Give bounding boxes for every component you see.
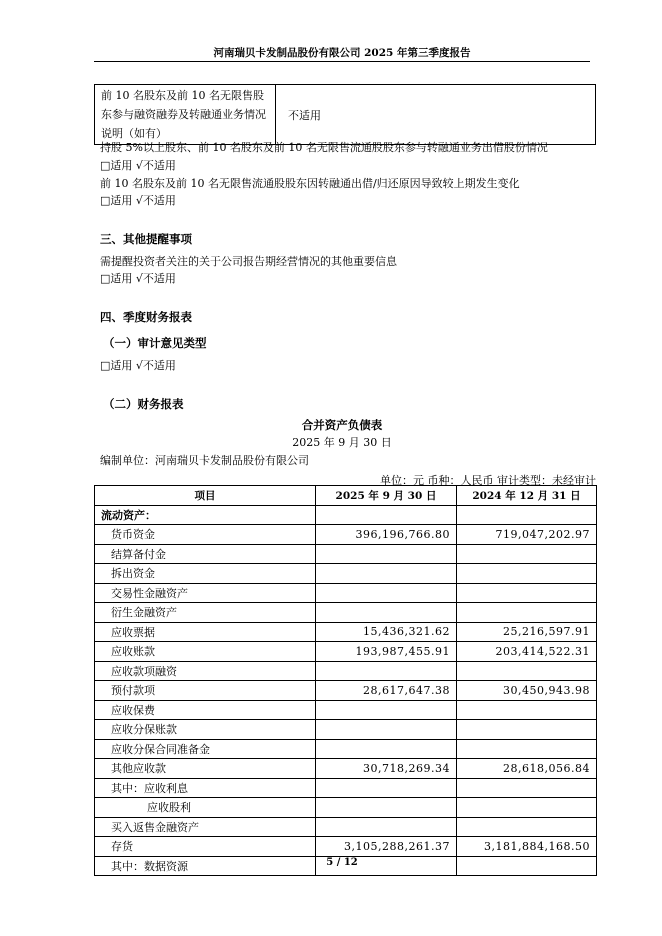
table-row (95, 720, 597, 740)
change-title: 前 10 名股东及前 10 名无限售流通股股东因转融通出借/归还原因导致较上期发生变化 (100, 177, 520, 190)
row-item: 买入返售金融资产 (95, 817, 316, 837)
header-divider (94, 61, 590, 62)
statement-preparer: 编制单位：河南瑞贝卡发制品股份有限公司 (100, 454, 309, 467)
row-current-value (316, 798, 457, 818)
row-current-value (316, 739, 457, 759)
row-previous-value (457, 700, 597, 720)
table-row (95, 525, 597, 545)
row-item: 交易性金融资产 (95, 583, 316, 603)
page-number: 5 / 12 (326, 857, 358, 868)
table-row (95, 817, 597, 837)
table-row (95, 837, 597, 857)
top10-shareholder-margin-table (94, 84, 596, 145)
row-current-value: 396,196,766.80 (316, 525, 457, 545)
row-item: 应收款项融资 (95, 661, 316, 681)
section3-text: 需提醒投资者关注的关于公司报告期经营情况的其他重要信息 (100, 255, 397, 268)
report-header-title: 河南瑞贝卡发制品股份有限公司 2025 年第三季度报告 (213, 47, 471, 59)
audit-opinion-check: □适用 √不适用 (100, 359, 176, 372)
row-item: 衍生金融资产 (95, 603, 316, 623)
row-previous-value: 203,414,522.31 (457, 642, 597, 662)
table-row (95, 642, 597, 662)
table-row (95, 700, 597, 720)
row-current-value (316, 564, 457, 584)
table-row (95, 564, 597, 584)
section4-heading: 四、季度财务报表 (100, 310, 192, 324)
table-row (95, 622, 597, 642)
row-previous-value (457, 778, 597, 798)
row-item: 结算备付金 (95, 544, 316, 564)
row-previous-value (457, 583, 597, 603)
row-current-value: 193,987,455.91 (316, 642, 457, 662)
row-item: 其中：数据资源 (95, 856, 316, 876)
row-previous-value: 28,618,056.84 (457, 759, 597, 779)
table-row (95, 681, 597, 701)
row-previous-value (457, 564, 597, 584)
row-previous-value: 25,216,597.91 (457, 622, 597, 642)
row-item: 其中：应收利息 (95, 778, 316, 798)
row-current-value: 3,105,288,261.37 (316, 837, 457, 857)
row-item: 应收股利 (95, 798, 316, 818)
statement-title: 合并资产负债表 (301, 418, 383, 432)
row-current-value (316, 505, 457, 525)
row-item: 应收分保合同准备金 (95, 739, 316, 759)
row-previous-value: 3,181,884,168.50 (457, 837, 597, 857)
row-current-value: 28,617,647.38 (316, 681, 457, 701)
audit-opinion-heading: （一）审计意见类型 (103, 336, 207, 350)
table-row (95, 778, 597, 798)
row-item: 其他应收款 (95, 759, 316, 779)
statement-date: 2025 年 9 月 30 日 (292, 436, 392, 449)
balance-header-row (95, 486, 597, 506)
row-current-value (316, 778, 457, 798)
row-item: 预付款项 (95, 681, 316, 701)
column-header-item: 项目 (95, 486, 316, 506)
row-current-value (316, 700, 457, 720)
balance-sheet-table (94, 485, 597, 876)
row-previous-value: 719,047,202.97 (457, 525, 597, 545)
row-previous-value (457, 739, 597, 759)
row-item: 货币资金 (95, 525, 316, 545)
row-current-value: 15,436,321.62 (316, 622, 457, 642)
row-item: 流动资产： (95, 505, 316, 525)
top10-margin-value: 不适用 (276, 85, 596, 145)
row-previous-value (457, 798, 597, 818)
row-current-value (316, 661, 457, 681)
row-item: 应收分保账款 (95, 720, 316, 740)
row-previous-value (457, 661, 597, 681)
column-header-previous: 2024 年 12 月 31 日 (457, 486, 597, 506)
row-current-value (316, 603, 457, 623)
table-row (95, 661, 597, 681)
row-current-value (316, 720, 457, 740)
table-row (95, 603, 597, 623)
row-previous-value (457, 544, 597, 564)
section3-check: □适用 √不适用 (100, 272, 176, 285)
row-item: 存货 (95, 837, 316, 857)
row-previous-value (457, 603, 597, 623)
row-previous-value (457, 817, 597, 837)
row-current-value (316, 817, 457, 837)
table-row (95, 759, 597, 779)
row-previous-value (457, 720, 597, 740)
change-check: □适用 √不适用 (100, 194, 176, 207)
row-item: 应收票据 (95, 622, 316, 642)
row-item: 拆出资金 (95, 564, 316, 584)
top10-margin-label: 前 10 名股东及前 10 名无限售股东参与融资融券及转融通业务情况说明（如有） (95, 85, 276, 145)
statement-unit-line: 单位：元 币种：人民币 审计类型：未经审计 (380, 474, 596, 487)
lending-check: □适用 √不适用 (100, 159, 176, 172)
row-previous-value: 30,450,943.98 (457, 681, 597, 701)
row-item: 应收保费 (95, 700, 316, 720)
table-row (95, 544, 597, 564)
column-header-current: 2025 年 9 月 30 日 (316, 486, 457, 506)
row-current-value: 30,718,269.34 (316, 759, 457, 779)
section3-heading: 三、其他提醒事项 (100, 232, 192, 246)
row-previous-value (457, 505, 597, 525)
row-item: 应收账款 (95, 642, 316, 662)
lending-title: 持股 5%以上股东、前 10 名股东及前 10 名无限售流通股股东参与转融通业务出借股份情况 (100, 141, 548, 154)
row-current-value (316, 583, 457, 603)
table-row (95, 739, 597, 759)
row-current-value (316, 544, 457, 564)
table-row (95, 583, 597, 603)
table-row (95, 798, 597, 818)
financial-statements-heading: （二）财务报表 (103, 397, 184, 411)
table-row (95, 505, 597, 525)
table-row (95, 85, 596, 145)
